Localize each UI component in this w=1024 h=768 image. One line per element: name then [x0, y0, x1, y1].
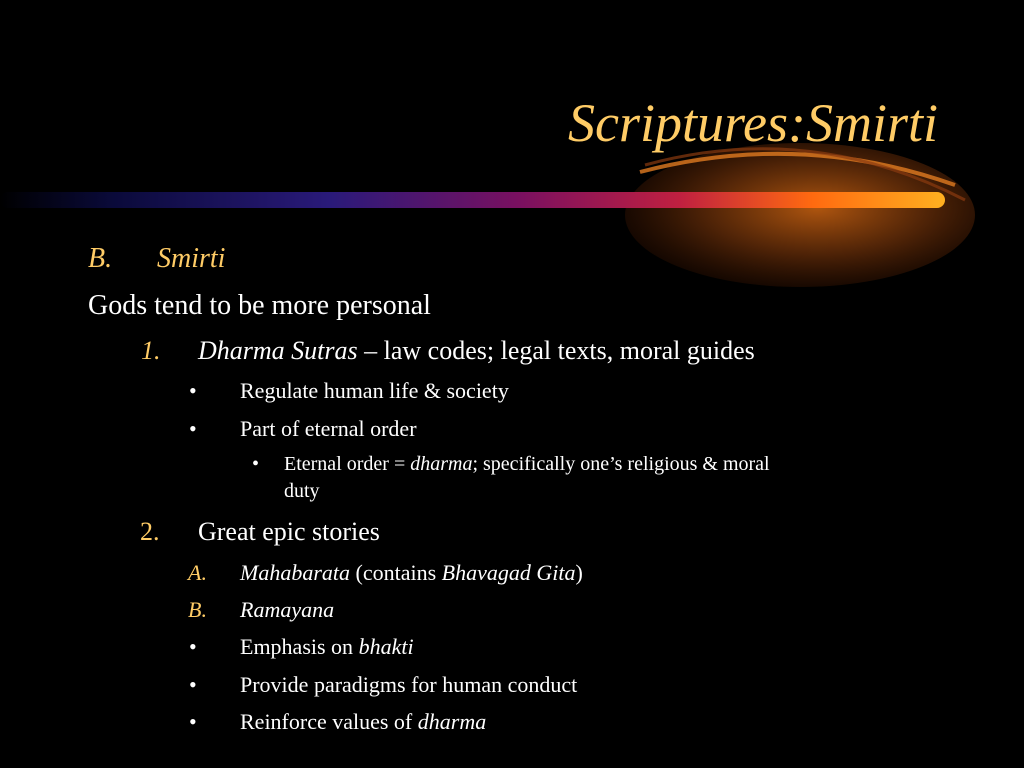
item2-bullet-1: [240, 636, 414, 658]
item2-bullet-3: [240, 711, 486, 733]
item1-bullet-1: Regulate human life & society: [240, 378, 509, 403]
item2-marker: 2.: [140, 517, 160, 546]
comet-beam: [0, 192, 945, 208]
item2-label: Great epic stories: [198, 517, 380, 546]
item1-term: Dharma Sutras: [198, 336, 358, 365]
item2-b-marker: B.: [188, 597, 207, 622]
item2-bullet-1-term: bhakti: [358, 634, 414, 659]
item2-a-post: ): [575, 560, 583, 585]
item2-bullet-3-term: dharma: [417, 709, 487, 734]
intro-line: Gods tend to be more personal: [88, 290, 431, 321]
item2-bullet-1-pre: Emphasis on: [240, 634, 359, 659]
slide-title: Scriptures:Smirti: [568, 93, 938, 153]
bullet-marker: •: [189, 709, 197, 734]
item2-bullet-3-pre: Reinforce values of: [240, 709, 418, 734]
sub-bullet-pre: Eternal order =: [284, 453, 411, 475]
item1-sub-bullet: [284, 454, 770, 474]
item2-a-pre: (contains: [350, 560, 442, 585]
item2-a-marker: A.: [188, 560, 207, 585]
bullet-marker: •: [189, 378, 197, 403]
item2-b-title: Ramayana: [240, 597, 335, 622]
section-heading: Smirti: [157, 243, 226, 274]
item2-a-line: [240, 562, 583, 584]
bullet-marker: •: [189, 416, 197, 441]
item1-line: [198, 338, 755, 364]
item1-sub-bullet-cont: duty: [284, 480, 320, 502]
sub-bullet-term: dharma: [410, 453, 473, 475]
item1-marker: 1.: [141, 336, 161, 365]
sub-bullet-post: ; specifically one’s religious & moral: [472, 453, 770, 475]
bullet-marker: •: [189, 634, 197, 659]
item1-bullet-2: Part of eternal order: [240, 416, 417, 441]
bullet-marker: •: [189, 672, 197, 697]
section-marker: B.: [88, 243, 113, 274]
item2-a-book: Bhavagad Gita: [441, 560, 576, 585]
item2-bullet-2: Provide paradigms for human conduct: [240, 672, 578, 697]
item2-a-title: Mahabarata: [240, 560, 350, 585]
sub-bullet-marker: •: [252, 453, 260, 475]
item1-rest: – law codes; legal texts, moral guides: [357, 336, 755, 365]
